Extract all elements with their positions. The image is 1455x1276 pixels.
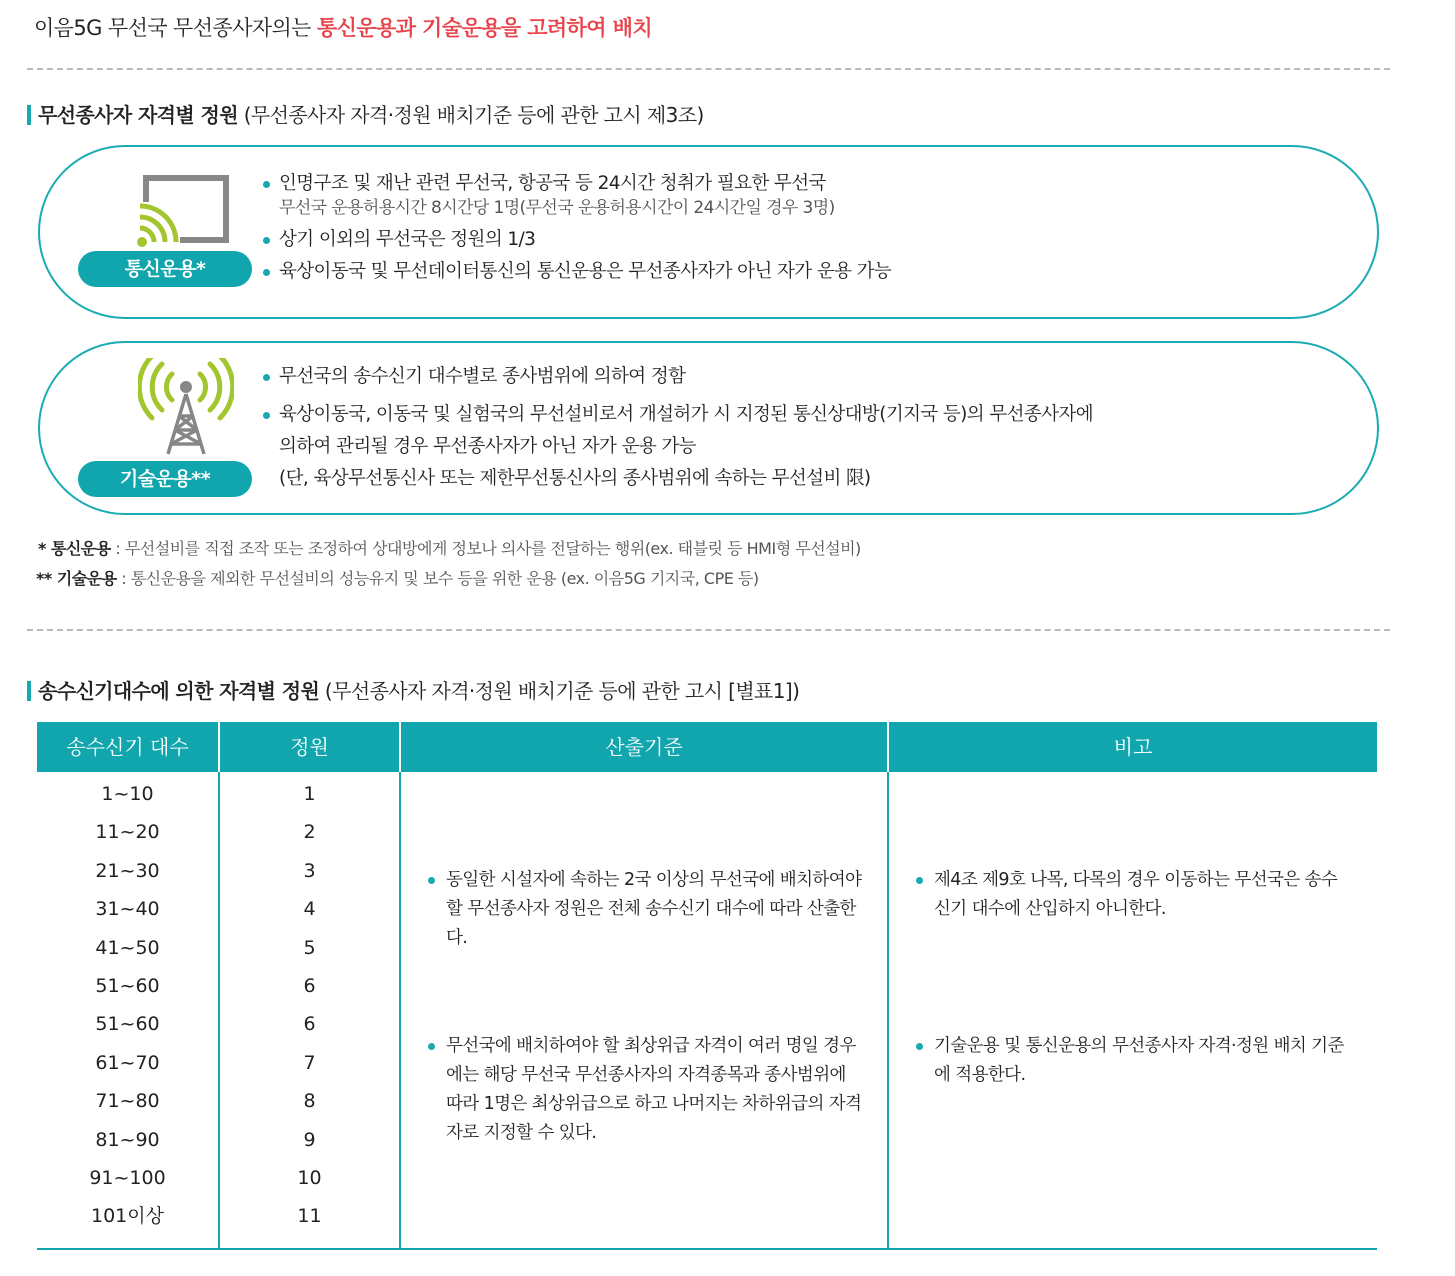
- count-column: [37, 779, 218, 1240]
- count-cell: 51~60: [95, 1013, 160, 1036]
- tech-operation-badge: 기술운용**: [78, 461, 252, 497]
- tech-operation-list: [263, 361, 1093, 495]
- count-cell: 21~30: [95, 859, 160, 882]
- dashed-divider-top: [27, 68, 1390, 70]
- dashed-divider-middle: [27, 629, 1390, 631]
- tech-bullet-2-line3: (단, 육상무선통신사 또는 제한무선통신사의 종사범위에 속하는 무선설비 限): [279, 468, 871, 489]
- table-header-staff: 정원: [220, 722, 399, 772]
- intro-highlight: 통신운용과 기술운용을 고려하여 배치: [316, 16, 653, 40]
- count-cell: 11~20: [95, 821, 160, 844]
- remark-2: [916, 1032, 1352, 1090]
- antenna-tower-icon: [138, 358, 234, 458]
- footnote-tech-text: : 통신운용을 제외한 무선설비의 성능유지 및 보수 등을 위한 운용 (ex. 이음5G 기지국, CPE 등): [116, 569, 759, 588]
- section2-title: [27, 675, 799, 704]
- intro-prefix: 이음5G 무선국 무선종사자의는: [34, 16, 317, 40]
- section2-subtitle: (무선종사자 자격·정원 배치기준 등에 관한 고시 [별표1]): [319, 679, 800, 703]
- staff-cell: 1: [303, 783, 316, 805]
- staff-cell: 8: [303, 1090, 316, 1113]
- section1-title: [27, 99, 704, 128]
- criteria-1-text: 동일한 시설자에 속하는 2국 이상의 무선국에 배치하여야 할 무선종사자 정원은 전체 송수신기 대수에 따라 산출한다.: [428, 866, 864, 953]
- table-bottom-border: [37, 1248, 1377, 1250]
- staff-cell: 7: [303, 1051, 316, 1074]
- section1-subtitle: (무선종사자 자격·정원 배치기준 등에 관한 고시 제3조): [237, 103, 704, 127]
- column-divider-2: [399, 772, 401, 1249]
- footnote-comm-text: : 무선설비를 직접 조작 또는 조정하여 상대방에게 정보나 의사를 전달하는 행위(ex. 태블릿 등 HMI형 무선설비): [110, 539, 861, 558]
- criteria-1: [428, 866, 864, 953]
- section2-title-text: 송수신기대수에 의한 자격별 정원: [38, 679, 320, 703]
- section1-title-text: 무선종사자 자격별 정원: [38, 103, 238, 127]
- tech-bullet-1: 무선국의 송수신기 대수별로 종사범위에 의하여 정함: [263, 361, 1093, 393]
- table-header-count: 송수신기 대수: [37, 722, 218, 772]
- table-header-criteria: 산출기준: [401, 722, 887, 772]
- comm-bullet-2: 상기 이외의 무선국은 정원의 1/3: [263, 224, 891, 256]
- comm-operation-list: [263, 168, 891, 288]
- comm-bullet-1: 인명구조 및 재난 관련 무선국, 항공국 등 24시간 청취가 필요한 무선국: [263, 168, 891, 200]
- count-cell: 71~80: [95, 1090, 160, 1113]
- criteria-2-text: 무선국에 배치하여야 할 최상위급 자격이 여러 명일 경우에는 해당 무선국 무선종사자의 자격종목과 종사범위에 따라 1명은 최상위급으로 하고 나머지는 차하위급의 자격자로 지정할 수 있다.: [428, 1032, 864, 1148]
- count-cell: 61~70: [95, 1051, 160, 1074]
- remark-1-text: 제4조 제9호 나목, 다목의 경우 이동하는 무선국은 송수신기 대수에 산입하지 아니한다.: [916, 866, 1352, 924]
- staff-column: [220, 779, 399, 1240]
- section-marker: [27, 681, 31, 701]
- section-marker: [27, 105, 31, 125]
- remark-2-text: 기술운용 및 통신운용의 무선종사자 자격·정원 배치 기준에 적용한다.: [916, 1032, 1352, 1090]
- staff-cell: 6: [303, 1013, 316, 1036]
- comm-operation-badge: 통신운용*: [78, 251, 252, 287]
- staff-cell: 4: [303, 898, 316, 921]
- footnote-tech: [36, 566, 759, 589]
- tablet-wifi-icon: [136, 170, 236, 250]
- tech-bullet-2: 육상이동국, 이동국 및 실험국의 무선설비로서 개설허가 시 지정된 통신상대방(기지국 등)의 무선종사자에: [263, 399, 1093, 431]
- count-cell: 101이상: [91, 1205, 164, 1228]
- criteria-2: [428, 1032, 864, 1148]
- staff-cell: 11: [297, 1205, 322, 1228]
- tech-bullet-2-line2: 의하여 관리될 경우 무선종사자가 아닌 자가 운용 가능: [279, 436, 696, 457]
- staff-cell: 9: [303, 1128, 316, 1151]
- staff-cell: 10: [297, 1166, 322, 1189]
- count-cell: 31~40: [95, 898, 160, 921]
- count-cell: 1~10: [101, 783, 154, 805]
- count-cell: 51~60: [95, 974, 160, 997]
- staff-cell: 2: [303, 821, 316, 844]
- remark-1: [916, 866, 1352, 924]
- footnote-tech-label: ** 기술운용: [36, 569, 117, 588]
- staff-cell: 5: [303, 936, 316, 959]
- staff-cell: 6: [303, 974, 316, 997]
- count-cell: 81~90: [95, 1128, 160, 1151]
- count-cell: 91~100: [89, 1166, 166, 1189]
- comm-bullet-1-sub: 무선국 운용허용시간 8시간당 1명(무선국 운용허용시간이 24시간일 경우 3명): [279, 198, 835, 218]
- staff-cell: 3: [303, 859, 316, 882]
- count-cell: 41~50: [95, 936, 160, 959]
- column-divider-3: [887, 772, 889, 1249]
- intro-text: [34, 12, 652, 42]
- footnote-comm: [38, 536, 861, 559]
- comm-bullet-3: 육상이동국 및 무선데이터통신의 통신운용은 무선종사자가 아닌 자가 운용 가능: [263, 256, 891, 288]
- footnote-comm-label: * 통신운용: [38, 539, 111, 558]
- table-header-remarks: 비고: [889, 722, 1377, 772]
